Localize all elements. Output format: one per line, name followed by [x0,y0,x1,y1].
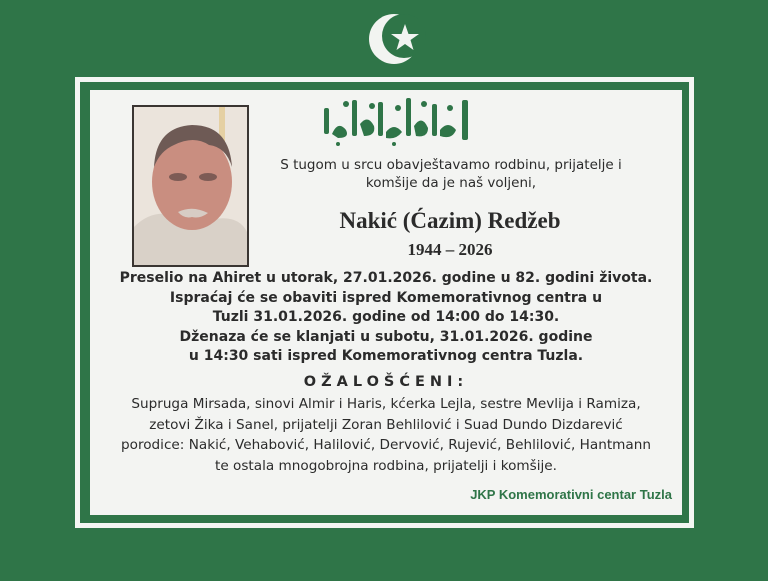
mourners-line: Supruga Mirsada, sinovi Almir i Haris, kćerka Lejla, sestre Mevlija i Ramiza, [131,396,641,412]
details-line: u 14:30 sati ispred Komemorativnog centra Tuzla. [188,348,584,364]
funeral-details [90,269,682,367]
intro-line: S tugom u srcu obavještavamo rodbinu, prijatelje i [280,157,622,173]
crescent-and-star-icon [364,8,428,70]
mourners-line: zetovi Žika i Sanel, prijatelji Zoran Behlilović i Suad Dundo Dizdarević [149,416,623,433]
details-line: Dženaza će se klanjati u subotu, 31.01.2026. godine [179,328,593,345]
deceased-years: 1944 – 2026 [407,240,493,259]
mourners-line: porodice: Nakić, Vehabović, Halilović, Dervović, Rujević, Behlilović, Hantmann [121,437,651,453]
intro-line: komšije da je naš voljeni, [365,175,537,191]
mourners-list [90,394,682,476]
details-line: Ispraćaj će se obaviti ispred Komemorativnog centra u [169,289,603,306]
portrait-illustration [134,107,247,265]
organization-signature: JKP Komemorativni centar Tuzla [470,487,672,502]
arabic-calligraphy-icon [316,94,480,146]
portrait-photo [132,105,249,267]
details-line: Preselio na Ahiret u utorak, 27.01.2026. godine u 82. godini života. [119,270,653,286]
details-line: Tuzli 31.01.2026. godine od 14:00 do 14:30. [212,309,560,325]
mourners-title: OŽALOŠĆENI: [303,374,469,390]
mourners-line: te ostala mnogobrojna rodbina, prijatelji i komšije. [215,457,557,474]
notice-panel [90,90,682,515]
intro-text [266,156,636,192]
deceased-name: Nakić (Ćazim) Redžeb [339,208,561,233]
